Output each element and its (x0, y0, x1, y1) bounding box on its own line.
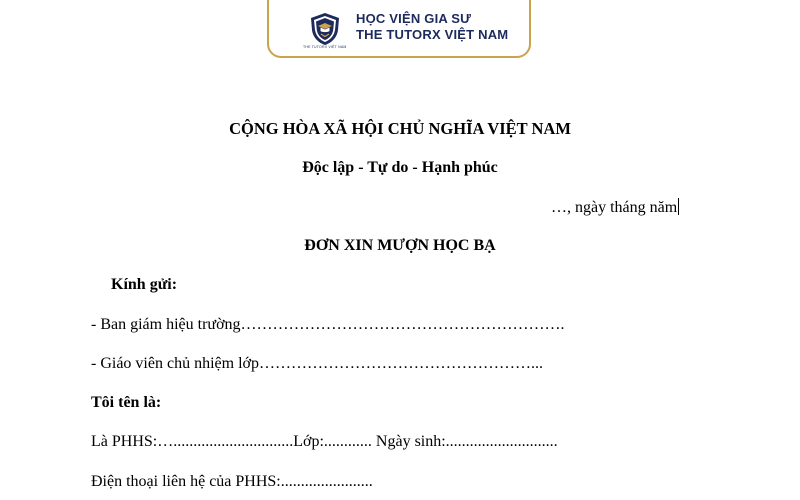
national-motto: Độc lập - Tự do - Hạnh phúc (302, 159, 498, 176)
brand-line-1: HỌC VIỆN GIA SƯ (356, 11, 472, 26)
recipient-school-board: - Ban giám hiệu trường……………………………………………………. (91, 316, 565, 333)
parent-phone-line: Điện thoại liên hệ của PHHS:....................... (91, 473, 373, 490)
logo-caption: THE TUTORX VIỆT NAM (303, 45, 347, 49)
shield-emblem-icon (309, 12, 341, 46)
national-title: CỘNG HÒA XÃ HỘI CHỦ NGHĨA VIỆT NAM (229, 119, 571, 138)
intro-label: Tôi tên là: (91, 394, 162, 411)
form-title: ĐƠN XIN MƯỢN HỌC BẠ (304, 237, 496, 254)
date-line-text: …, ngày tháng năm (551, 199, 678, 216)
salutation: Kính gửi: (111, 276, 178, 293)
brand-line-2: THE TUTORX VIỆT NAM (356, 27, 509, 42)
brand-name (356, 11, 508, 43)
header-logo-box (267, 0, 531, 58)
recipient-homeroom-teacher: - Giáo viên chủ nhiệm lớp……………………………………………... (91, 355, 543, 372)
date-line[interactable] (551, 198, 679, 217)
parent-info-line: Là PHHS:…..............................Lớp:............ Ngày sinh:............................ (91, 433, 558, 450)
text-cursor (678, 198, 679, 215)
